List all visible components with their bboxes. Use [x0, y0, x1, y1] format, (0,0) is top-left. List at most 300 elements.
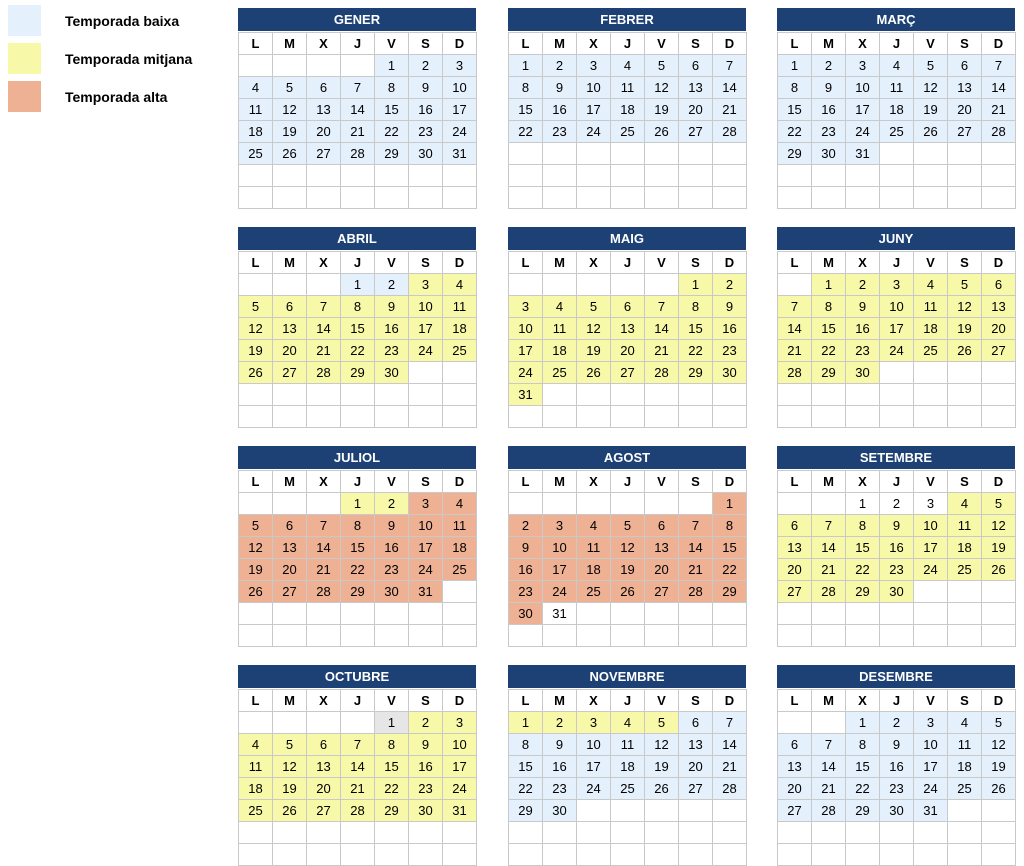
empty-cell [948, 187, 982, 209]
week-row [239, 384, 477, 406]
day-cell: 5 [645, 55, 679, 77]
week-row [509, 121, 747, 143]
month-title: GENER [238, 8, 476, 31]
month-title: FEBRER [508, 8, 746, 31]
week-row [509, 187, 747, 209]
day-cell: 30 [375, 362, 409, 384]
empty-cell [509, 406, 543, 428]
weekday-header: X [846, 471, 880, 493]
day-cell: 19 [273, 121, 307, 143]
week-row [239, 734, 477, 756]
day-cell: 2 [375, 493, 409, 515]
day-cell: 27 [273, 362, 307, 384]
legend-swatch-baixa [8, 5, 41, 36]
day-cell: 26 [645, 778, 679, 800]
day-cell: 14 [713, 77, 747, 99]
day-cell: 20 [645, 559, 679, 581]
day-cell: 1 [341, 274, 375, 296]
day-cell: 20 [982, 318, 1016, 340]
day-cell: 14 [307, 318, 341, 340]
day-cell: 20 [778, 559, 812, 581]
empty-cell [611, 493, 645, 515]
day-cell: 18 [611, 756, 645, 778]
empty-cell [812, 712, 846, 734]
empty-cell [713, 800, 747, 822]
day-cell: 7 [307, 515, 341, 537]
weekday-header: S [948, 252, 982, 274]
day-cell: 21 [341, 121, 375, 143]
week-row [778, 362, 1016, 384]
empty-cell [577, 625, 611, 647]
day-cell: 4 [880, 55, 914, 77]
empty-cell [645, 603, 679, 625]
weekday-header: D [982, 471, 1016, 493]
legend-label-baixa: Temporada baixa [65, 12, 180, 29]
day-cell: 17 [543, 559, 577, 581]
day-cell: 4 [611, 55, 645, 77]
day-cell: 29 [846, 581, 880, 603]
day-cell: 12 [645, 734, 679, 756]
empty-cell [982, 603, 1016, 625]
day-cell: 28 [307, 581, 341, 603]
day-cell: 6 [307, 734, 341, 756]
week-row [778, 187, 1016, 209]
day-cell: 20 [679, 756, 713, 778]
day-cell: 24 [409, 340, 443, 362]
day-cell: 25 [611, 121, 645, 143]
week-row [509, 537, 747, 559]
empty-cell [273, 165, 307, 187]
day-cell: 2 [880, 712, 914, 734]
empty-cell [846, 822, 880, 844]
day-cell: 2 [543, 712, 577, 734]
empty-cell [948, 800, 982, 822]
day-cell: 24 [846, 121, 880, 143]
day-cell: 7 [341, 77, 375, 99]
day-cell: 6 [679, 55, 713, 77]
empty-cell [273, 55, 307, 77]
empty-cell [948, 165, 982, 187]
weekday-header: S [409, 690, 443, 712]
day-cell: 23 [375, 340, 409, 362]
month-title: OCTUBRE [238, 665, 476, 688]
day-cell: 26 [982, 778, 1016, 800]
weekday-header: M [812, 33, 846, 55]
weekday-header: J [611, 33, 645, 55]
day-cell: 15 [341, 318, 375, 340]
weekday-header: J [341, 252, 375, 274]
empty-cell [375, 406, 409, 428]
weekday-header: L [509, 471, 543, 493]
empty-cell [273, 187, 307, 209]
day-cell: 20 [611, 340, 645, 362]
empty-cell [645, 800, 679, 822]
day-cell: 24 [880, 340, 914, 362]
day-cell: 14 [341, 756, 375, 778]
day-cell: 22 [341, 340, 375, 362]
day-cell: 28 [812, 800, 846, 822]
day-cell: 8 [341, 515, 375, 537]
weekday-header: V [645, 33, 679, 55]
day-cell: 12 [611, 537, 645, 559]
weekday-header: S [679, 690, 713, 712]
day-cell: 16 [880, 537, 914, 559]
weekday-header-row [778, 471, 1016, 493]
day-cell: 9 [846, 296, 880, 318]
empty-cell [982, 384, 1016, 406]
weekday-header: X [307, 33, 341, 55]
empty-cell [982, 362, 1016, 384]
day-cell: 6 [948, 55, 982, 77]
day-cell: 18 [543, 340, 577, 362]
day-cell: 8 [375, 734, 409, 756]
day-cell: 12 [239, 537, 273, 559]
day-cell: 23 [375, 559, 409, 581]
legend-swatch-alta [8, 81, 41, 112]
week-row [509, 559, 747, 581]
empty-cell [543, 165, 577, 187]
week-row [778, 712, 1016, 734]
day-cell: 16 [880, 756, 914, 778]
empty-cell [713, 822, 747, 844]
day-cell: 16 [375, 318, 409, 340]
empty-cell [443, 362, 477, 384]
weekday-header: M [543, 252, 577, 274]
weekday-header-row [509, 690, 747, 712]
empty-cell [914, 822, 948, 844]
week-row [778, 537, 1016, 559]
day-cell: 15 [375, 756, 409, 778]
month-gener [238, 8, 476, 161]
week-row [239, 756, 477, 778]
empty-cell [543, 625, 577, 647]
day-cell: 6 [273, 296, 307, 318]
day-cell: 10 [880, 296, 914, 318]
weekday-header: X [577, 471, 611, 493]
weekday-header: X [577, 690, 611, 712]
empty-cell [341, 187, 375, 209]
empty-cell [948, 603, 982, 625]
week-row [509, 406, 747, 428]
week-row [509, 822, 747, 844]
week-row [509, 800, 747, 822]
month-title: SETEMBRE [777, 446, 1015, 469]
empty-cell [914, 362, 948, 384]
weekday-header: V [645, 471, 679, 493]
day-cell: 19 [273, 778, 307, 800]
day-cell: 25 [948, 559, 982, 581]
day-cell: 15 [509, 99, 543, 121]
day-cell: 17 [443, 99, 477, 121]
day-cell: 17 [914, 756, 948, 778]
day-cell: 4 [577, 515, 611, 537]
week-row [509, 296, 747, 318]
weekday-header: D [713, 252, 747, 274]
weekday-header: L [778, 33, 812, 55]
week-row [778, 603, 1016, 625]
day-cell: 7 [713, 712, 747, 734]
day-cell: 2 [846, 274, 880, 296]
week-row [509, 756, 747, 778]
day-cell: 7 [341, 734, 375, 756]
empty-cell [543, 493, 577, 515]
day-cell: 19 [914, 99, 948, 121]
day-cell: 1 [846, 493, 880, 515]
month-table [238, 470, 477, 647]
day-cell: 16 [713, 318, 747, 340]
day-cell: 1 [679, 274, 713, 296]
empty-cell [778, 165, 812, 187]
day-cell: 6 [778, 515, 812, 537]
day-cell: 25 [239, 800, 273, 822]
day-cell: 10 [409, 296, 443, 318]
day-cell: 26 [273, 143, 307, 165]
empty-cell [611, 406, 645, 428]
day-cell: 28 [679, 581, 713, 603]
day-cell: 13 [611, 318, 645, 340]
empty-cell [577, 384, 611, 406]
empty-cell [914, 143, 948, 165]
day-cell: 19 [645, 756, 679, 778]
day-cell: 11 [611, 734, 645, 756]
empty-cell [443, 384, 477, 406]
day-cell: 4 [914, 274, 948, 296]
weekday-header: D [982, 252, 1016, 274]
day-cell: 14 [812, 537, 846, 559]
empty-cell [611, 274, 645, 296]
weekday-header: L [778, 252, 812, 274]
day-cell: 11 [239, 99, 273, 121]
day-cell: 11 [948, 515, 982, 537]
weekday-header: L [509, 33, 543, 55]
day-cell: 4 [239, 734, 273, 756]
day-cell: 26 [948, 340, 982, 362]
empty-cell [812, 493, 846, 515]
empty-cell [239, 165, 273, 187]
empty-cell [679, 406, 713, 428]
weekday-header: X [307, 252, 341, 274]
empty-cell [307, 274, 341, 296]
day-cell: 13 [948, 77, 982, 99]
week-row [778, 165, 1016, 187]
empty-cell [645, 187, 679, 209]
day-cell: 3 [880, 274, 914, 296]
day-cell: 13 [778, 756, 812, 778]
empty-cell [778, 384, 812, 406]
week-row [778, 99, 1016, 121]
empty-cell [982, 406, 1016, 428]
day-cell: 27 [982, 340, 1016, 362]
month-table [777, 470, 1016, 647]
week-row [778, 493, 1016, 515]
empty-cell [307, 493, 341, 515]
day-cell: 4 [948, 493, 982, 515]
month-table [508, 470, 747, 647]
day-cell: 14 [778, 318, 812, 340]
day-cell: 23 [509, 581, 543, 603]
weekday-header: D [713, 471, 747, 493]
day-cell: 5 [273, 77, 307, 99]
weekday-header: J [880, 690, 914, 712]
weekday-header-row [778, 252, 1016, 274]
day-cell: 13 [645, 537, 679, 559]
empty-cell [812, 165, 846, 187]
day-cell: 20 [307, 778, 341, 800]
empty-cell [577, 406, 611, 428]
empty-cell [409, 603, 443, 625]
empty-cell [409, 625, 443, 647]
day-cell: 22 [509, 121, 543, 143]
day-cell: 7 [812, 515, 846, 537]
empty-cell [611, 384, 645, 406]
day-cell: 3 [577, 55, 611, 77]
empty-cell [307, 406, 341, 428]
week-row [239, 603, 477, 625]
week-row [509, 515, 747, 537]
day-cell: 25 [611, 778, 645, 800]
day-cell: 22 [778, 121, 812, 143]
day-cell: 23 [713, 340, 747, 362]
empty-cell [948, 143, 982, 165]
weekday-header: M [273, 252, 307, 274]
day-cell: 10 [509, 318, 543, 340]
weekday-header: L [509, 252, 543, 274]
empty-cell [341, 822, 375, 844]
weekday-header: S [948, 33, 982, 55]
empty-cell [880, 165, 914, 187]
day-cell: 3 [846, 55, 880, 77]
day-cell: 15 [679, 318, 713, 340]
empty-cell [611, 187, 645, 209]
day-cell: 27 [679, 778, 713, 800]
day-cell: 10 [443, 734, 477, 756]
day-cell: 14 [812, 756, 846, 778]
week-row [778, 822, 1016, 844]
day-cell: 25 [443, 559, 477, 581]
day-cell: 21 [645, 340, 679, 362]
day-cell: 4 [443, 274, 477, 296]
empty-cell [273, 603, 307, 625]
empty-cell [239, 384, 273, 406]
day-cell: 13 [778, 537, 812, 559]
empty-cell [509, 165, 543, 187]
empty-cell [577, 187, 611, 209]
day-cell: 20 [679, 99, 713, 121]
weekday-header: X [307, 471, 341, 493]
empty-cell [778, 822, 812, 844]
day-cell: 5 [982, 493, 1016, 515]
weekday-header-row [778, 690, 1016, 712]
month-title: NOVEMBRE [508, 665, 746, 688]
weekday-header-row [239, 471, 477, 493]
day-cell: 11 [543, 318, 577, 340]
day-cell: 28 [713, 121, 747, 143]
day-cell: 9 [375, 515, 409, 537]
week-row [509, 274, 747, 296]
empty-cell [239, 274, 273, 296]
week-row [509, 581, 747, 603]
empty-cell [914, 384, 948, 406]
week-row [239, 778, 477, 800]
day-cell: 16 [409, 99, 443, 121]
empty-cell [375, 822, 409, 844]
day-cell: 1 [341, 493, 375, 515]
day-cell: 21 [713, 756, 747, 778]
day-cell: 27 [307, 800, 341, 822]
empty-cell [713, 384, 747, 406]
empty-cell [914, 165, 948, 187]
weekday-header: X [846, 33, 880, 55]
day-cell: 27 [611, 362, 645, 384]
empty-cell [778, 187, 812, 209]
weekday-header: L [239, 33, 273, 55]
day-cell: 11 [239, 756, 273, 778]
empty-cell [375, 625, 409, 647]
day-cell: 8 [341, 296, 375, 318]
week-row [509, 318, 747, 340]
month-table [777, 32, 1016, 209]
empty-cell [812, 822, 846, 844]
empty-cell [273, 406, 307, 428]
day-cell: 2 [409, 55, 443, 77]
day-cell: 2 [409, 712, 443, 734]
empty-cell [812, 187, 846, 209]
week-row [509, 603, 747, 625]
weekday-header: J [611, 471, 645, 493]
day-cell: 31 [543, 603, 577, 625]
day-cell: 18 [239, 121, 273, 143]
day-cell: 4 [611, 712, 645, 734]
day-cell: 28 [307, 362, 341, 384]
weekday-header: M [273, 33, 307, 55]
day-cell: 22 [679, 340, 713, 362]
day-cell: 13 [679, 77, 713, 99]
month-abril [238, 227, 476, 380]
day-cell: 28 [982, 121, 1016, 143]
day-cell: 25 [543, 362, 577, 384]
empty-cell [713, 603, 747, 625]
week-row [509, 493, 747, 515]
weekday-header: L [239, 471, 273, 493]
day-cell: 24 [409, 559, 443, 581]
day-cell: 6 [645, 515, 679, 537]
week-row [778, 734, 1016, 756]
empty-cell [778, 493, 812, 515]
day-cell: 24 [577, 778, 611, 800]
day-cell: 11 [577, 537, 611, 559]
day-cell: 7 [679, 515, 713, 537]
empty-cell [341, 55, 375, 77]
day-cell: 14 [713, 734, 747, 756]
empty-cell [914, 625, 948, 647]
weekday-header: L [239, 252, 273, 274]
empty-cell [239, 603, 273, 625]
empty-cell [982, 581, 1016, 603]
weekday-header-row [509, 33, 747, 55]
day-cell: 24 [509, 362, 543, 384]
day-cell: 29 [812, 362, 846, 384]
day-cell: 3 [509, 296, 543, 318]
day-cell: 18 [443, 318, 477, 340]
day-cell: 31 [443, 800, 477, 822]
weekday-header: V [375, 471, 409, 493]
weekday-header: V [375, 690, 409, 712]
day-cell: 26 [577, 362, 611, 384]
day-cell: 31 [409, 581, 443, 603]
empty-cell [239, 187, 273, 209]
empty-cell [611, 603, 645, 625]
day-cell: 2 [812, 55, 846, 77]
